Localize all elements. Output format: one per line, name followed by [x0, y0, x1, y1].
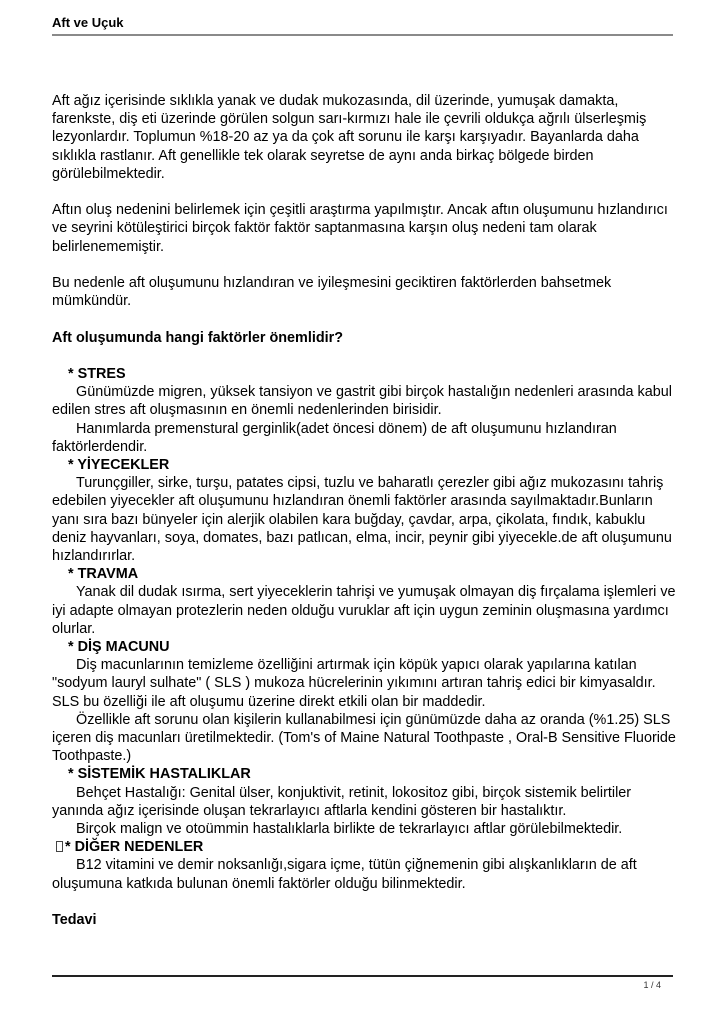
page-footer	[52, 975, 673, 990]
section-paragraph: Günümüzde migren, yüksek tansiyon ve gastrit gibi birçok hastalığın nedenleri arasında kabul edilen stres aft oluşmasının en önemli nedenlerinden birisidir.	[52, 384, 672, 419]
intro-paragraph: Aftın oluş nedenini belirlemek için çeşitli araştırma yapılmıştır. Ancak aftın oluşumunu hızlandırıcı ve seyrini kötüleştirici birçok faktör faktör saptanmasına karşın oluş nedeni tam olarak belirlenememiştir.	[52, 202, 668, 255]
treatment-heading: Tedavi	[52, 912, 97, 929]
section-paragraph: B12 vitamini ve demir noksanlığı,sigara içme, tütün çiğnemenin gibi alışkanlıkların de aft oluşumuna katkıda bulunan önemli faktörler olduğu bilinmektedir.	[52, 857, 637, 892]
section-title: * TRAVMA	[68, 566, 139, 583]
section-paragraph: Diş macunlarının temizleme özelliğini artırmak için köpük yapıcı olarak yapılarına katılan "sodyum lauryl sulhate" ( SLS ) mukoza hücrelerinin yıkımını artıran tahriş edici bir kimyasaldır. SLS bu özelliği ile aft oluşumu üzerine direkt etkili olan bir maddedir.	[52, 657, 656, 710]
header-divider	[52, 34, 673, 36]
page-header	[52, 14, 673, 36]
section-paragraph: Özellikle aft sorunu olan kişilerin kullanabilmesi için günümüzde daha az oranda (%1.25) SLS içeren diş macunları üretilmektedir. (Tom's of Maine Natural Toothpaste , Oral-B Sensitive Fluoride Toothpaste.)	[52, 711, 676, 765]
document-title: Aft ve Uçuk	[52, 15, 124, 30]
factors-heading: Aft oluşumunda hangi faktörler önemlidir?	[52, 329, 344, 346]
footer-divider	[52, 975, 673, 977]
section-travma	[52, 565, 677, 638]
section-diger-nedenler	[52, 838, 677, 893]
section-yiyecekler	[52, 456, 677, 565]
section-title: * YİYECEKLER	[68, 457, 170, 473]
section-stres	[52, 365, 677, 456]
intro-paragraph: Aft ağız içerisinde sıklıkla yanak ve dudak mukozasında, dil üzerinde, yumuşak damakta, farenkste, diş eti üzerinde görülen solgun sarı-kırmızı hale ile çevrili oldukça ağrılı ülserleşmiş lezyonlardır. Toplumun %18-20 az ya da çok aft sorunu ile karşı karşıyadır. Bayanlarda daha sıklıkla rastlanır. Aft genellikle tek olarak seyretse de aynı anda birkaç bölgede birden görülebilmektedir.	[52, 93, 647, 182]
section-title-row	[52, 838, 677, 856]
section-paragraph: Yanak dil dudak ısırma, sert yiyeceklerin tahrişi ve yumuşak olmayan diş fırçalama işlemleri ve iyi adapte olmayan protezlerin neden olduğu vuruklar aft için uygun zeminin oluşmasına yardımcı olurlar.	[52, 584, 676, 637]
section-paragraph: Hanımlarda premenstural gerginlik(adet öncesi dönem) de aft oluşumunu hızlandıran faktörlerdendir.	[52, 420, 617, 455]
page-number: 1 / 4	[643, 980, 661, 990]
section-title: * DİŞ MACUNU	[68, 639, 170, 656]
section-paragraph: Turunçgiller, sirke, turşu, patates cipsi, tuzlu ve baharatlı çerezler gibi ağız mukozasını tahriş edebilen yiyecekler aft oluşumunu hızlandıran önemli faktörler arasında sayılmaktadır.Bunların yanı sıra bazı bünyeler için alerjik olabilen kara buğday, çavdar, arpa, çikolata, fındık, kabuklu deniz hayvanları, soya, domates, bazı patlıcan, elma, incir, peynir gibi yiyecekle.de aft oluşumunu hızlandırırlar.	[52, 475, 672, 565]
section-title: * SİSTEMİK HASTALIKLAR	[68, 766, 251, 783]
section-paragraph: Behçet Hastalığı: Genital ülser, konjuktivit, retinit, lokositoz gibi, birçok sistemik belirtiler yanında ağız içerisinde oluşan tekrarlayıcı aftlarla kendini gösteren bir hastalıktır.	[52, 784, 632, 819]
document-body	[52, 92, 677, 947]
section-title: * DİĞER NEDENLER	[65, 839, 204, 856]
intro-paragraph: Bu nedenle aft oluşumunu hızlandıran ve iyileşmesini geciktiren faktörlerden bahsetmek mümkündür.	[52, 275, 612, 310]
section-sistemik-hastaliklar	[52, 765, 677, 838]
missing-glyph-icon	[56, 841, 63, 852]
section-title: * STRES	[68, 365, 126, 382]
section-dis-macunu	[52, 638, 677, 765]
section-paragraph: Birçok malign ve otoümmin hastalıklarla birlikte de tekrarlayıcı aftlar görülebilmektedir.	[76, 821, 623, 838]
